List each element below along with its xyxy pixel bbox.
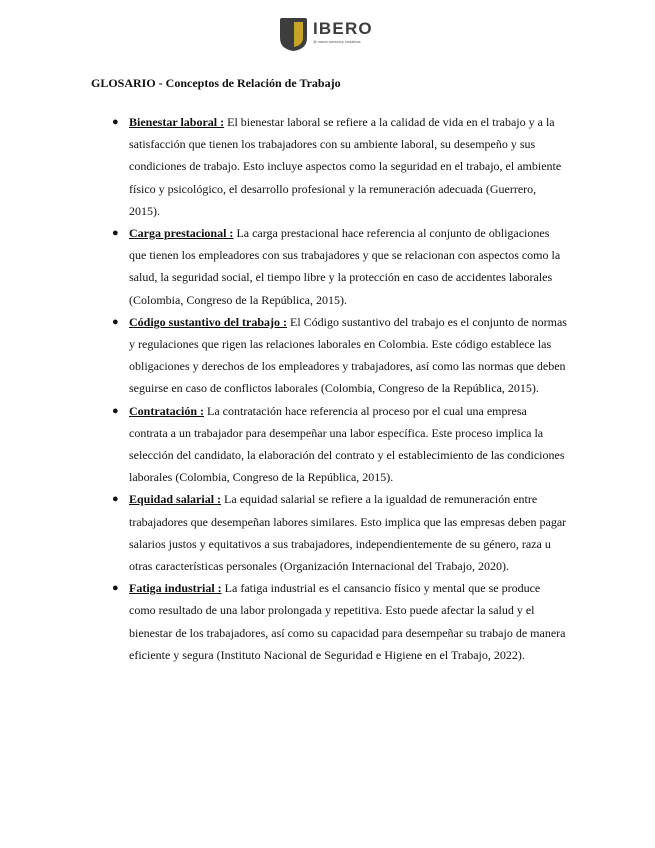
logo-wordmark: IBERO <box>313 19 373 38</box>
glossary-term: Bienestar laboral : <box>129 115 225 129</box>
glossary-term: Contratación : <box>129 403 204 418</box>
glossary-list <box>112 111 567 666</box>
bullet-icon: ● <box>112 116 119 128</box>
glossary-item <box>112 311 567 400</box>
bullet-icon: ● <box>112 493 119 506</box>
glossary-term: Código sustantivo del trabajo : <box>129 314 288 329</box>
glossary-item <box>112 222 567 311</box>
ibero-shield-icon <box>280 18 307 51</box>
glossary-term: Equidad salarial : <box>129 492 222 507</box>
bullet-icon: ● <box>112 404 119 417</box>
glossary-term: Carga prestacional : <box>129 226 234 241</box>
glossary-definition: La carga prestacional hace referencia al conjunto de obligaciones que tienen los empleadores con sus trabajadores y que se relacionan con aspectos como la salud, la seguridad social, el tiempo libre y la protección en caso de accidentes laborales (Colombia, Congreso de la República, 2015). <box>129 226 561 307</box>
glossary-definition: La contratación hace referencia al proceso por el cual una empresa contrata a un trabajador para desempeñar una labor específica. Este proceso implica la selección del candidato, la elaboración del contrato y el establecimiento de las condiciones laborales (Colombia, Congreso de la República, 2015). <box>129 403 565 485</box>
glossary-item <box>112 111 567 222</box>
glossary-term: Fatiga industrial : <box>129 581 222 596</box>
glossary-definition: El Código sustantivo del trabajo es el conjunto de normas y regulaciones que rigen las relaciones laborales en Colombia. Este código establece las obligaciones y derechos de los empleadores y trabajadores, así como las normas que deben seguirse en caso de conflictos laborales (Colombia, Congreso de la República, 2015). <box>129 314 567 396</box>
bullet-icon: ● <box>112 582 119 595</box>
glossary-definition: La fatiga industrial es el cansancio físico y mental que se produce como resultado de una labor prolongada y repetitiva. Esto puede afectar la salud y el bienestar de los trabajadores, así como su capacidad para desempeñar su trabajo de manera eficiente y segura (Instituto Nacional de Seguridad e Higiene en el Trabajo, 2022). <box>129 581 566 662</box>
glossary-definition: La equidad salarial se refiere a la igualdad de remuneración entre trabajadores que desempeñan labores similares. Esto implica que las empresas deben pagar salarios justos y equitativos a sus trabajadores, independientemente de su género, raza u otras características personales (Organización Internacional del Trabajo, 2020). <box>129 492 567 574</box>
glossary-definition: El bienestar laboral se refiere a la calidad de vida en el trabajo y a la satisfacción que tienen los trabajadores con su ambiente laboral, su desempeño y sus condiciones de trabajo. Esto incluye aspectos como la seguridad en el trabajo, el ambiente físico y psicológico, el desarrollo profesional y la remuneración adecuada (Guerrero, 2015). <box>129 115 562 218</box>
bullet-icon: ● <box>112 227 119 240</box>
document-title: GLOSARIO - Conceptos de Relación de Trabajo <box>91 76 341 90</box>
glossary-item <box>112 577 567 666</box>
bullet-icon: ● <box>112 315 119 328</box>
glossary-item <box>112 400 567 489</box>
glossary-item <box>112 488 567 577</box>
logo-tagline: @ marca comunicy Iniciativas <box>313 40 361 44</box>
ibero-logo <box>280 18 372 52</box>
